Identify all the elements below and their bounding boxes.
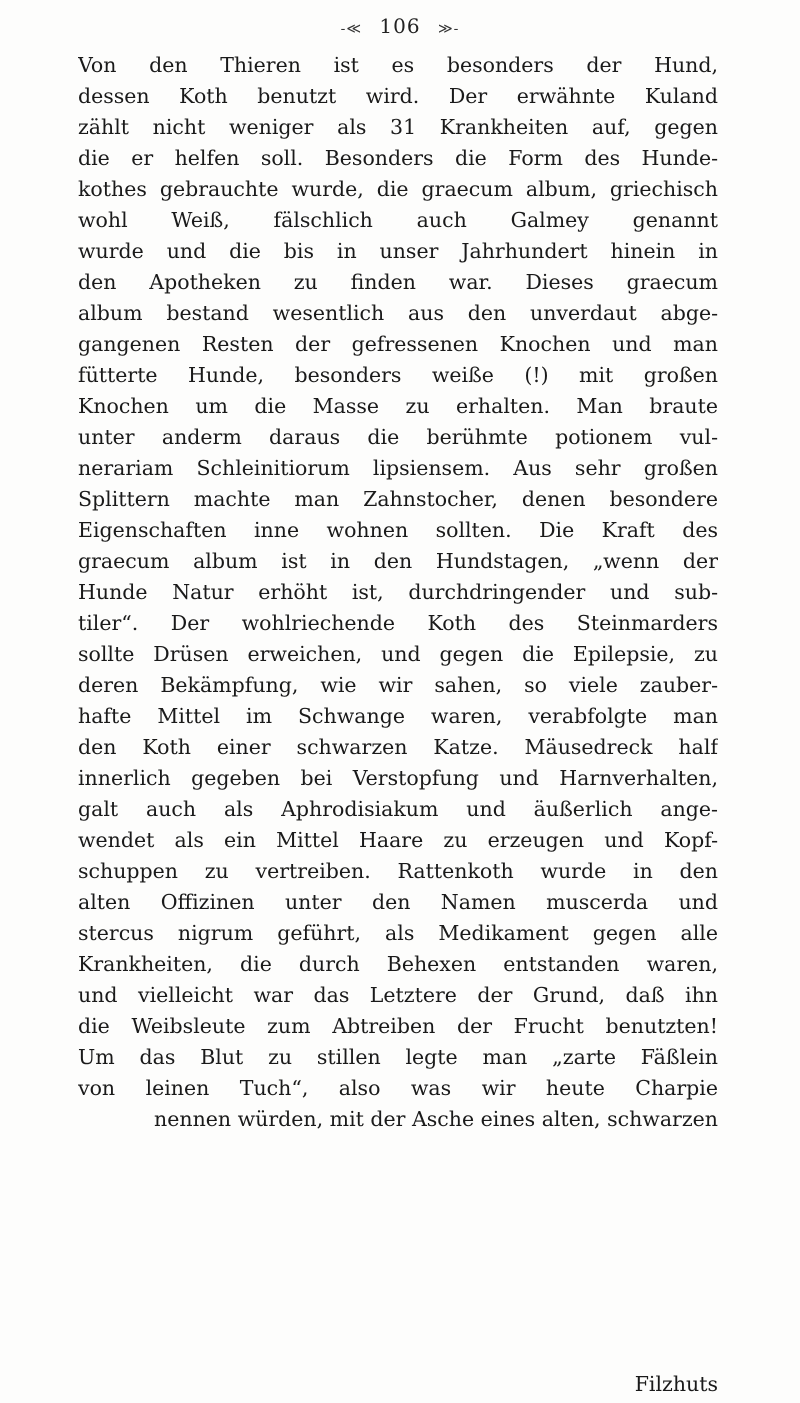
text-line: alten Offizinen unter den Namen muscerda und	[78, 890, 718, 914]
text-line: tiler“. Der wohlriechende Koth des Steinmarders	[78, 611, 718, 635]
text-line: graecum album ist in den Hundstagen, „wenn der	[78, 549, 718, 573]
text-line: stercus nigrum geführt, als Medikament gegen alle	[78, 921, 718, 945]
text-line: und vielleicht war das Letztere der Grund, daß ihn	[78, 983, 718, 1007]
text-line: Splittern machte man Zahnstocher, denen besondere	[78, 487, 718, 511]
text-line: zählt nicht weniger als 31 Krankheiten auf, gegen	[78, 115, 718, 139]
text-line: Eigenschaften inne wohnen sollten. Die Kraft des	[78, 518, 718, 542]
text-line: von leinen Tuch“, also was wir heute Charpie	[78, 1076, 718, 1100]
text-line: den Apotheken zu finden war. Dieses graecum	[78, 270, 718, 294]
text-line: wohl Weiß, fälschlich auch Galmey genannt	[78, 208, 718, 232]
text-line: schuppen zu vertreiben. Rattenkoth wurde in den	[78, 859, 718, 883]
catchword: Filzhuts	[634, 1372, 718, 1396]
text-line: dessen Koth benutzt wird. Der erwähnte Kuland	[78, 84, 718, 108]
text-line: gangenen Resten der gefressenen Knochen und man	[78, 332, 718, 356]
text-line: sollte Drüsen erweichen, und gegen die Epilepsie, zu	[78, 642, 718, 666]
text-line: Krankheiten, die durch Behexen entstanden waren,	[78, 952, 718, 976]
text-line: hafte Mittel im Schwange waren, verabfolgte man	[78, 704, 718, 728]
text-line: die Weibsleute zum Abtreiben der Frucht benutzten!	[78, 1014, 718, 1038]
page-header	[0, 14, 800, 38]
text-line: unter anderm daraus die berühmte potionem vul-	[78, 425, 718, 449]
text-line: deren Bekämpfung, wie wir sahen, so viele zauber-	[78, 673, 718, 697]
header-ornament-left: -≪	[340, 21, 363, 37]
text-line: die er helfen soll. Besonders die Form des Hunde-	[78, 146, 718, 170]
text-line: wurde und die bis in unser Jahrhundert hinein in	[78, 239, 718, 263]
text-line: Hunde Natur erhöht ist, durchdringender und sub-	[78, 580, 718, 604]
text-line: den Koth einer schwarzen Katze. Mäusedreck half	[78, 735, 718, 759]
text-line: Von den Thieren ist es besonders der Hund,	[78, 53, 718, 77]
text-line: kothes gebrauchte wurde, die graecum album, griechisch	[78, 177, 718, 201]
text-line: nennen würden, mit der Asche eines alten, schwarzen	[154, 1107, 718, 1131]
page-number: 106	[379, 14, 421, 38]
text-line: galt auch als Aphrodisiakum und äußerlich ange-	[78, 797, 718, 821]
text-line: Um das Blut zu stillen legte man „zarte Fäßlein	[78, 1045, 718, 1069]
body-text	[78, 50, 718, 1135]
text-line: nerariam Schleinitiorum lipsiensem. Aus sehr großen	[78, 456, 718, 480]
text-line: fütterte Hunde, besonders weiße (!) mit großen	[78, 363, 718, 387]
header-ornament-right: ≫-	[437, 21, 460, 37]
text-line: Knochen um die Masse zu erhalten. Man braute	[78, 394, 718, 418]
text-line: album bestand wesentlich aus den unverdaut abge-	[78, 301, 718, 325]
text-line: innerlich gegeben bei Verstopfung und Harnverhalten,	[78, 766, 718, 790]
text-line: wendet als ein Mittel Haare zu erzeugen und Kopf-	[78, 828, 718, 852]
